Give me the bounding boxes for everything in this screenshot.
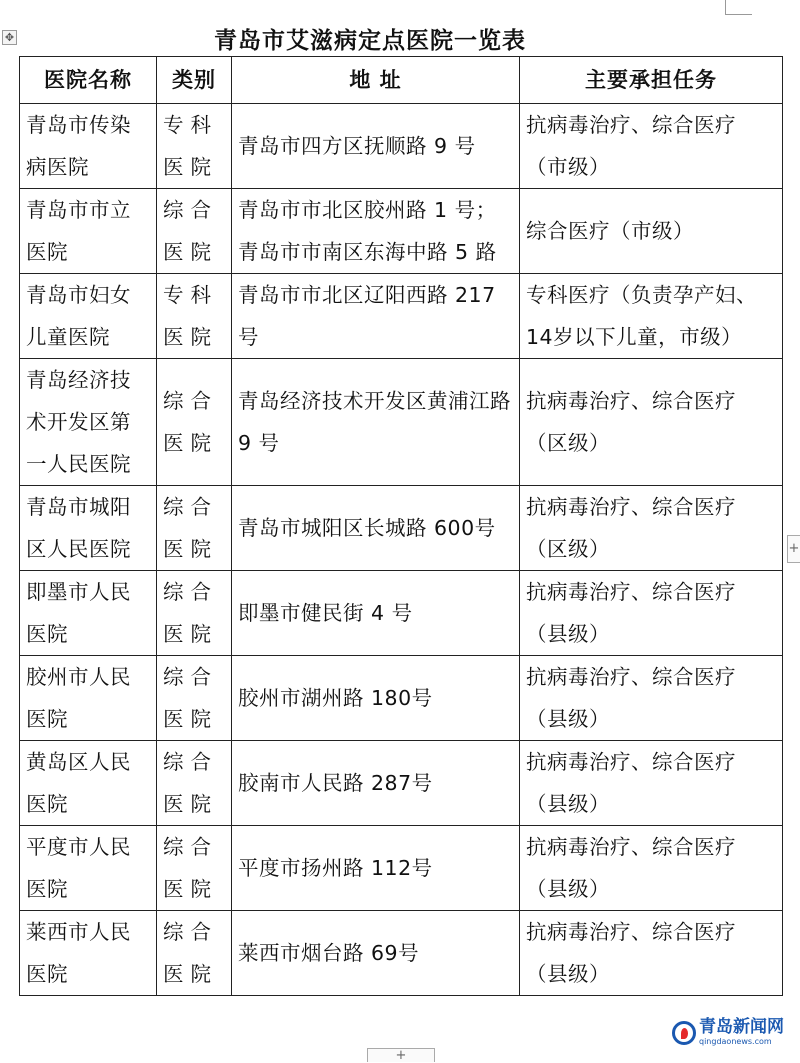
site-watermark	[672, 1019, 784, 1046]
address-cell: 平度市扬州路 112号	[232, 826, 520, 911]
add-column-handle[interactable]: +	[787, 535, 800, 563]
table-move-handle[interactable]: ✥	[2, 30, 17, 45]
tasks-cell: 抗病毒治疗、综合医疗（区级）	[520, 486, 783, 571]
hospital-name-cell: 青岛市城阳区人民医院	[20, 486, 157, 571]
header-category: 类别	[157, 57, 232, 104]
page-corner-mark	[725, 0, 752, 15]
header-tasks: 主要承担任务	[520, 57, 783, 104]
tasks-cell: 专科医疗（负责孕产妇、14岁以下儿童，市级）	[520, 274, 783, 359]
address-cell: 胶南市人民路 287号	[232, 741, 520, 826]
table-row	[20, 741, 783, 826]
table-row	[20, 571, 783, 656]
header-address: 地 址	[232, 57, 520, 104]
category-cell: 专科医院	[157, 274, 232, 359]
watermark-name: 青岛新闻网	[699, 1017, 784, 1037]
table-row	[20, 826, 783, 911]
table-row	[20, 911, 783, 996]
document-title: 青岛市艾滋病定点医院一览表	[214, 28, 526, 54]
tasks-cell: 抗病毒治疗、综合医疗（县级）	[520, 571, 783, 656]
address-cell: 青岛经济技术开发区黄浦江路 9 号	[232, 359, 520, 486]
hospital-name-cell: 莱西市人民医院	[20, 911, 157, 996]
watermark-url: qingdaonews.com	[699, 1037, 772, 1046]
add-row-handle[interactable]: +	[367, 1048, 435, 1062]
category-cell: 综合医院	[157, 911, 232, 996]
hospital-name-cell: 青岛市传染病医院	[20, 104, 157, 189]
hospital-name-cell: 青岛经济技术开发区第一人民医院	[20, 359, 157, 486]
category-cell: 综合医院	[157, 359, 232, 486]
tasks-cell: 抗病毒治疗、综合医疗（区级）	[520, 359, 783, 486]
hospital-name-cell: 即墨市人民医院	[20, 571, 157, 656]
category-cell: 综合医院	[157, 826, 232, 911]
hospital-table	[19, 56, 783, 996]
table-row	[20, 656, 783, 741]
category-cell: 综合医院	[157, 741, 232, 826]
hospital-name-cell: 黄岛区人民医院	[20, 741, 157, 826]
table-header-row	[20, 57, 783, 104]
tasks-cell: 抗病毒治疗、综合医疗（县级）	[520, 656, 783, 741]
site-logo-icon	[672, 1021, 696, 1045]
category-cell: 综合医院	[157, 571, 232, 656]
hospital-name-cell: 青岛市市立医院	[20, 189, 157, 274]
hospital-name-cell: 胶州市人民医院	[20, 656, 157, 741]
address-cell: 青岛市市北区辽阳西路 217号	[232, 274, 520, 359]
tasks-cell: 抗病毒治疗、综合医疗（县级）	[520, 826, 783, 911]
header-hospital-name: 医院名称	[20, 57, 157, 104]
tasks-cell: 抗病毒治疗、综合医疗（市级）	[520, 104, 783, 189]
hospital-name-cell: 青岛市妇女儿童医院	[20, 274, 157, 359]
address-cell: 莱西市烟台路 69号	[232, 911, 520, 996]
address-cell: 胶州市湖州路 180号	[232, 656, 520, 741]
address-cell: 青岛市四方区抚顺路 9 号	[232, 104, 520, 189]
tasks-cell: 综合医疗（市级）	[520, 189, 783, 274]
category-cell: 综合医院	[157, 189, 232, 274]
table-row	[20, 189, 783, 274]
table-row	[20, 104, 783, 189]
tasks-cell: 抗病毒治疗、综合医疗（县级）	[520, 911, 783, 996]
table-row	[20, 359, 783, 486]
address-cell: 青岛市城阳区长城路 600号	[232, 486, 520, 571]
table-row	[20, 486, 783, 571]
hospital-name-cell: 平度市人民医院	[20, 826, 157, 911]
address-cell: 即墨市健民街 4 号	[232, 571, 520, 656]
category-cell: 综合医院	[157, 486, 232, 571]
category-cell: 综合医院	[157, 656, 232, 741]
tasks-cell: 抗病毒治疗、综合医疗（县级）	[520, 741, 783, 826]
category-cell: 专科医院	[157, 104, 232, 189]
table-row	[20, 274, 783, 359]
address-cell: 青岛市市北区胶州路 1 号；青岛市市南区东海中路 5 路	[232, 189, 520, 274]
